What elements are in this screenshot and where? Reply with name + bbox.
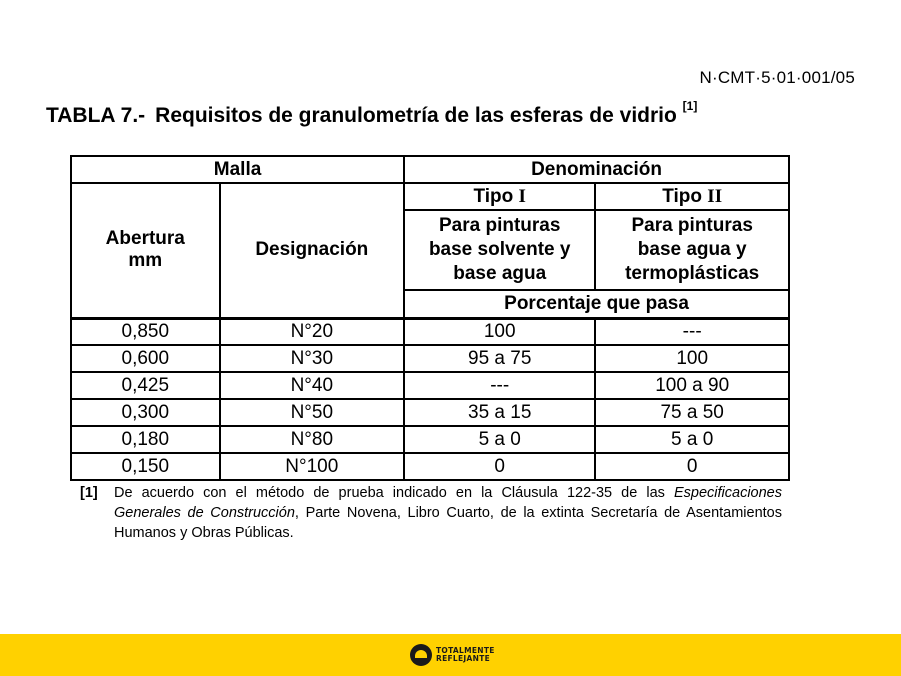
header-abertura-line1: Abertura: [105, 228, 185, 250]
document-reference: N·CMT·5·01·001/05: [699, 68, 855, 87]
title-footnote-ref: [1]: [682, 99, 698, 113]
header-tipo-2-word: Tipo: [662, 185, 703, 207]
cell-tipo-2: 100: [595, 345, 789, 372]
header-abertura: [71, 183, 220, 318]
header-tipo-1-description: [404, 210, 595, 290]
cell-tipo-2: ---: [595, 318, 789, 345]
header-tipo-2-numeral: II: [707, 185, 723, 207]
footnote-text-start: De acuerdo con el método de prueba indicado en la Cláusula 122-35 de las: [114, 485, 674, 501]
table-row: [71, 318, 789, 345]
cell-designacion: N°20: [220, 318, 405, 345]
header-malla: Malla: [71, 156, 404, 183]
granulometry-table: [70, 155, 790, 481]
table-title: [46, 99, 698, 128]
cell-designacion: N°100: [220, 453, 405, 480]
footnote-text-italic: Especificaciones Generales de Construcción: [114, 485, 782, 521]
cell-tipo-1: 95 a 75: [404, 345, 595, 372]
brand-logo: [410, 644, 495, 666]
cell-tipo-1: 100: [404, 318, 595, 345]
footnote-text: [114, 483, 782, 543]
cell-tipo-2: 5 a 0: [595, 426, 789, 453]
table-row: [71, 426, 789, 453]
cell-abertura: 0,300: [71, 399, 220, 426]
tipo-2-desc-line1: Para pinturas: [631, 215, 753, 236]
table-row: [71, 372, 789, 399]
cell-abertura: 0,180: [71, 426, 220, 453]
table-title-text: Requisitos de granulometría de las esferas de vidrio: [155, 104, 677, 127]
tipo-1-desc-line2: base solvente y: [428, 239, 571, 260]
footnote: [80, 483, 782, 543]
header-porcentaje: Porcentaje que pasa: [404, 290, 789, 318]
header-denominacion: Denominación: [404, 156, 789, 183]
cell-tipo-1: 0: [404, 453, 595, 480]
footnote-text-end: , Parte Novena, Libro Cuarto, de la extinta Secretaría de Asentamientos Humanos y Obras Públicas.: [114, 505, 782, 541]
tipo-2-desc-line3: termoplásticas: [625, 263, 760, 284]
header-tipo-2: [595, 183, 789, 210]
table-row: [71, 345, 789, 372]
cell-tipo-1: 35 a 15: [404, 399, 595, 426]
cell-abertura: 0,850: [71, 318, 220, 345]
cell-designacion: N°30: [220, 345, 405, 372]
cell-tipo-2: 0: [595, 453, 789, 480]
brand-line-1: TOTALMENTE: [436, 646, 495, 655]
table-label: TABLA 7.-: [46, 104, 146, 127]
header-abertura-line2: mm: [128, 250, 163, 272]
cell-abertura: 0,600: [71, 345, 220, 372]
cell-abertura: 0,425: [71, 372, 220, 399]
table-row: [71, 453, 789, 480]
cell-tipo-1: 5 a 0: [404, 426, 595, 453]
tipo-2-desc-line2: base agua y: [637, 239, 747, 260]
footnote-mark: [1]: [80, 485, 98, 501]
cell-tipo-2: 75 a 50: [595, 399, 789, 426]
cell-designacion: N°80: [220, 426, 405, 453]
header-tipo-1-numeral: I: [518, 185, 526, 207]
header-tipo-1-word: Tipo: [473, 185, 514, 207]
footer-bar: [0, 634, 901, 676]
brand-logo-text: [436, 647, 495, 663]
brand-logo-icon: [410, 644, 432, 666]
header-tipo-2-description: [595, 210, 789, 290]
table-row: [71, 399, 789, 426]
tipo-1-desc-line3: base agua: [453, 263, 547, 284]
cell-designacion: N°50: [220, 399, 405, 426]
cell-tipo-2: 100 a 90: [595, 372, 789, 399]
brand-line-2: REFLEJANTE: [436, 654, 491, 663]
cell-abertura: 0,150: [71, 453, 220, 480]
tipo-1-desc-line1: Para pinturas: [438, 215, 561, 236]
header-tipo-1: [404, 183, 595, 210]
cell-tipo-1: ---: [404, 372, 595, 399]
cell-designacion: N°40: [220, 372, 405, 399]
header-designacion: Designación: [220, 183, 405, 318]
